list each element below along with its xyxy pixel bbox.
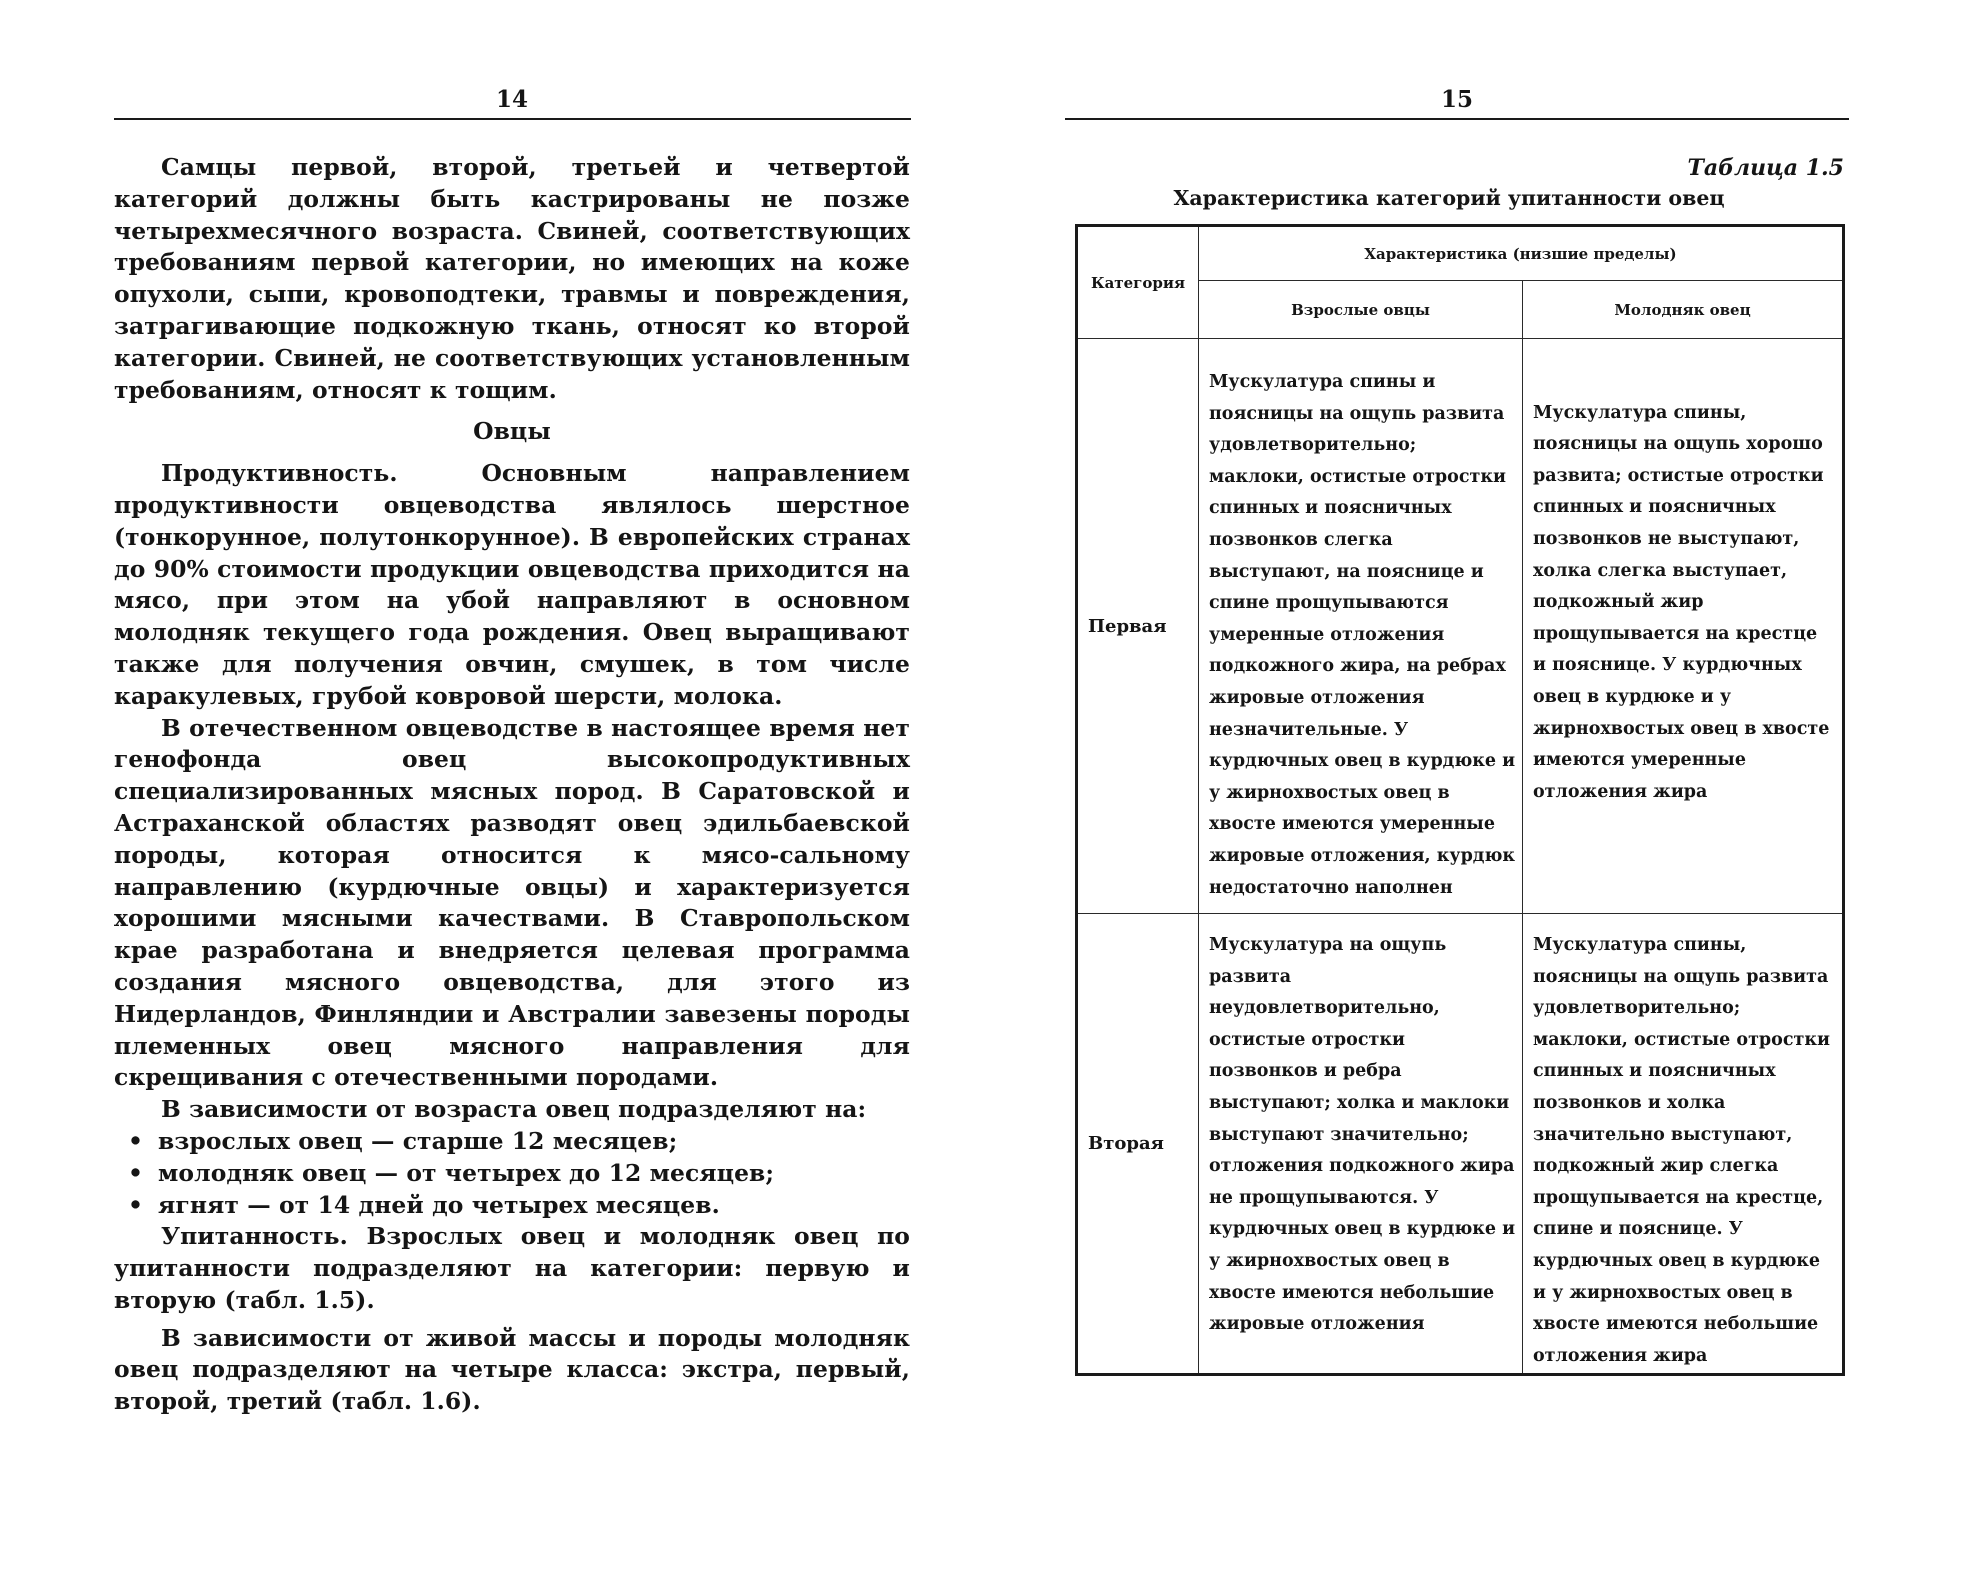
paragraph: Самцы первой, второй, третьей и четвертой категорий должны быть кастрированы не позже четырехмесячного возраста. Свиней, соответствующих требованиям первой категории, но имеющих на коже опухоли, сыпи, кровоподтеки, травмы и повреждения, затрагивающие подкожную ткань, относят ко второй категории. Свиней, не соответствующих установленным требованиям, относят к тощим. [114, 153, 910, 404]
run-in-heading: Упитанность. [161, 1222, 348, 1251]
page-number: 15 [1440, 86, 1473, 113]
left-page [0, 0, 984, 1574]
section-heading: Овцы [473, 417, 551, 446]
list-item-text: взрослых овец — старше 12 месяцев; [158, 1126, 678, 1155]
young-cell [1523, 914, 1844, 1375]
bullet-icon: • [128, 1190, 144, 1219]
adult-text: Мускулатура спины и поясницы на ощупь развита удовлетворительно; маклоки, остистые отростки спинных и поясничных позвонков слегка выступают, на пояснице и спине прощупываются умеренные отложения подкожного жира, на ребрах жировые отложения незначительные. У курдючных овец в курдюке и у жирнохвостых овец в хвосте имеются умеренные жировые отложения, курдюк недостаточно наполнен [1209, 372, 1516, 898]
paragraph: В зависимости от возраста овец подразделяют на: [161, 1095, 867, 1124]
column-header-characteristic: Характеристика (низшие пределы) [1199, 226, 1844, 281]
left-page-text [114, 152, 910, 1418]
paragraph: В зависимости от живой массы и породы молодняк овец подразделяют на четыре класса: экстра, первый, второй, третий (табл. 1.6). [114, 1323, 910, 1416]
list-item-text: молодняк овец — от четырех до 12 месяцев; [158, 1158, 775, 1187]
bullet-icon: • [128, 1126, 144, 1155]
header-rule [1065, 118, 1849, 120]
adult-text: Мускулатура на ощупь развита неудовлетворительно, остистые отростки позвонков и ребра выступают; холка и маклоки выступают значительно; отложения подкожного жира не прощупываются. У курдючных овец в курдюке и у жирнохвостых овец в хвосте имеются небольшие жировые отложения [1209, 935, 1516, 1335]
paragraph: В отечественном овцеводстве в настоящее время нет генофонда овец высокопродуктивных специализированных мясных пород. В Саратовской и Астраханской областях разводят овец эдильбаевской породы, которая относится к мясо-сальному направлению (курдючные овцы) и характеризуется хорошими мясными качествами. В Ставропольском крае разработана и внедряется целевая программа создания мясного овцеводства, для этого из Нидерландов, Финляндии и Австралии завезены породы племенных овец мясного направления для скрещивания с отечественными породами. [114, 713, 910, 1092]
paragraph [114, 458, 910, 712]
table-header-row [1077, 226, 1844, 281]
adult-cell [1199, 914, 1523, 1375]
list-item [114, 1190, 910, 1222]
column-header-category: Категория [1077, 226, 1199, 339]
young-text: Мускулатура спины, поясницы на ощупь развита удовлетворительно; маклоки, остистые отростки спинных и поясничных позвонков и холка значительно выступают, подкожный жир слегка прощупывается на крестце, спине и пояснице. У курдючных овец в курдюке и у жирнохвостых овец в хвосте имеются небольшие отложения жира [1533, 935, 1830, 1366]
fatness-categories-table [1075, 224, 1845, 1376]
young-text: Мускулатура спины, поясницы на ощупь хорошо развита; остистые отростки спинных и поясничных позвонков не выступают, холка слегка выступает, подкожный жир прощупывается на крестце и пояснице. У курдючных овец в курдюке и у жирнохвостых овец в хвосте имеются умеренные отложения жира [1533, 402, 1830, 802]
list-item [114, 1126, 910, 1158]
list-item-text: ягнят — от 14 дней до четырех месяцев. [158, 1190, 720, 1219]
table-row [1077, 339, 1844, 914]
age-list [114, 1126, 910, 1221]
column-header-adult: Взрослые овцы [1199, 281, 1523, 339]
header-rule [114, 118, 911, 120]
list-item [114, 1158, 910, 1190]
paragraph-text: Основным направлением продуктивности овцеводства являлось шерстное (тонкорунное, полутонкорунное). В европейских странах до 90% стоимости продукции овцеводства приходится на мясо, при этом на убой направляют в основном молодняк текущего года рождения. Овец выращивают также для получения овчин, смушек, в том числе каракулевых, грубой ковровой шерсти, молока. [114, 459, 910, 710]
table-label: Таблица 1.5 [1687, 155, 1844, 181]
paragraph [114, 1221, 910, 1316]
bullet-icon: • [128, 1158, 144, 1187]
table-row [1077, 914, 1844, 1375]
run-in-heading: Продуктивность. [161, 459, 398, 488]
column-header-young: Молодняк овец [1523, 281, 1844, 339]
table-caption: Характеристика категорий упитанности овец [1173, 186, 1725, 210]
right-page [984, 0, 1969, 1574]
adult-cell [1199, 339, 1523, 914]
young-cell [1523, 339, 1844, 914]
category-cell: Вторая [1077, 914, 1199, 1375]
page-number: 14 [495, 86, 528, 113]
category-cell: Первая [1077, 339, 1199, 914]
paragraph-text: Взрослых овец и молодняк овец по упитанности подразделяют на категории: первую и вторую (табл. 1.5). [114, 1222, 910, 1314]
